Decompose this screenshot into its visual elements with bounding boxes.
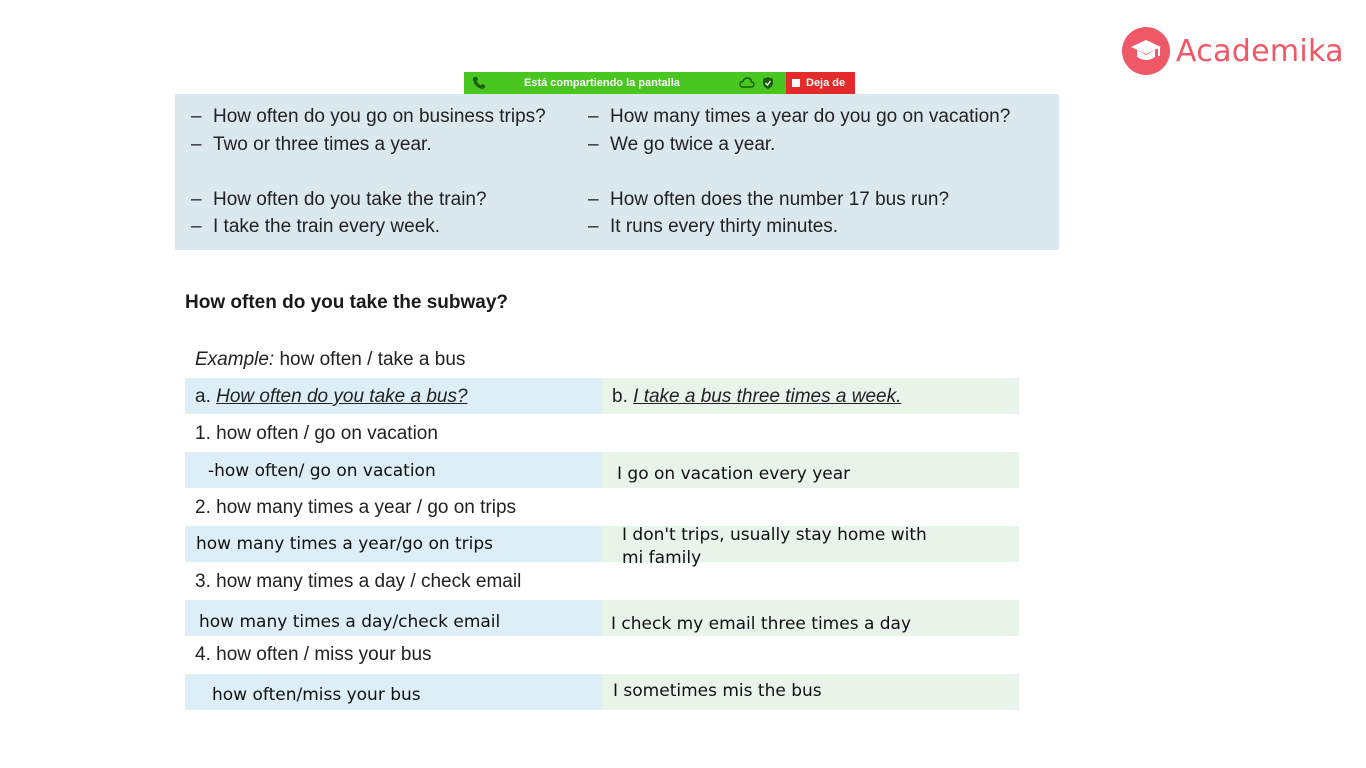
item-4-answer-text: I sometimes mis the bus (613, 681, 822, 701)
dialog-left-2-question: – How often do you take the train? (191, 189, 487, 210)
stop-icon (792, 79, 800, 87)
example-label: Example: (195, 349, 275, 370)
example-prompt (195, 349, 465, 371)
dialog-right-1-question: – How many times a year do you go on vacation? (588, 106, 1011, 127)
logo-text: Academika (1176, 33, 1344, 69)
dialog-left-1-answer: – Two or three times a year. (191, 134, 432, 155)
example-prompt-text: how often / take a bus (279, 349, 466, 370)
item-2-answer-text-line2: mi family (622, 548, 702, 568)
screen-share-bar (464, 72, 786, 94)
phone-icon (472, 76, 486, 90)
item-4-question-text: how often/miss your bus (212, 685, 421, 705)
item-3-prompt: 3. how many times a day / check email (195, 571, 522, 592)
item-3-question-text: how many times a day/check email (199, 612, 501, 632)
stop-sharing-button[interactable] (786, 72, 855, 94)
dialog-right-2-answer: – It runs every thirty minutes. (588, 216, 839, 237)
graduation-cap-icon (1122, 27, 1170, 75)
example-question: a. How often do you take a bus? (195, 386, 468, 407)
shield-icon[interactable] (762, 76, 774, 90)
cloud-icon[interactable] (739, 77, 755, 88)
item-2-prompt: 2. how many times a year / go on trips (195, 497, 517, 518)
dialog-right-2-question: – How often does the number 17 bus run? (588, 189, 950, 210)
dialog-left-1-question: – How often do you go on business trips? (191, 106, 546, 127)
item-2-question-text: how many times a year/go on trips (196, 534, 494, 554)
item-1-question-text: -how often/ go on vacation (208, 461, 436, 481)
dialog-left-2-answer: – I take the train every week. (191, 216, 441, 237)
exercise-title: How often do you take the subway? (185, 292, 509, 313)
item-2-answer-text-line1: I don't trips, usually stay home with (622, 525, 927, 545)
dialog-right-1-answer: – We go twice a year. (588, 134, 776, 155)
share-status-text: Está compartiendo la pantalla (524, 77, 680, 89)
academika-logo (1122, 26, 1344, 76)
item-3-answer-text: I check my email three times a day (611, 614, 912, 634)
item-4-prompt: 4. how often / miss your bus (195, 644, 432, 665)
item-1-answer-text: I go on vacation every year (617, 464, 851, 484)
stop-sharing-label: Deja de (806, 77, 846, 89)
example-answer: b. I take a bus three times a week. (612, 386, 902, 407)
item-1-prompt: 1. how often / go on vacation (195, 423, 438, 444)
